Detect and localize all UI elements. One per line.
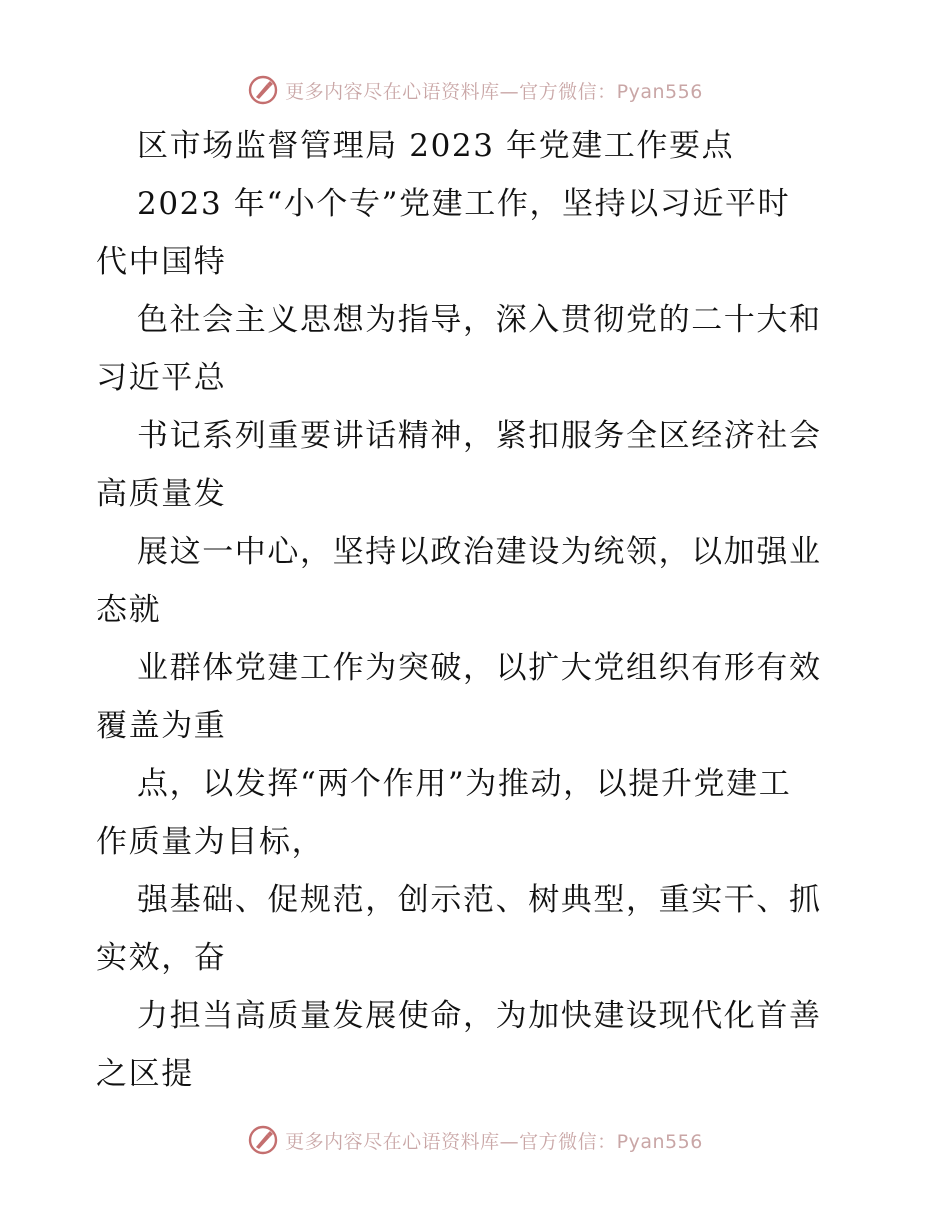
pen-seal-icon: [247, 1124, 279, 1156]
watermark-text: 更多内容尽在心语资料库—官方微信：Pyan556: [285, 80, 703, 103]
paragraph-line: 2023 年“小个专”党建工作，坚持以习近平时: [137, 186, 791, 222]
paragraph-line: 实效，奋: [96, 940, 227, 976]
pen-seal-icon: [247, 74, 279, 106]
paragraph-line: 书记系列重要讲话精神，紧扣服务全区经济社会: [137, 418, 822, 454]
paragraph-line: 强基础、促规范，创示范、树典型，重实干、抓: [137, 882, 822, 918]
paragraph-line: 习近平总: [96, 360, 227, 396]
paragraph-line: 之区提: [96, 1056, 194, 1092]
paragraph-line: 态就: [96, 592, 162, 628]
paragraph-line: 代中国特: [96, 244, 227, 280]
watermark-text: 更多内容尽在心语资料库—官方微信：Pyan556: [285, 1130, 703, 1153]
paragraph-line: 点，以发挥“两个作用”为推动，以提升党建工: [137, 766, 792, 802]
paragraph-line: 色社会主义思想为指导，深入贯彻党的二十大和: [137, 302, 822, 338]
document-title: 区市场监督管理局 2023 年党建工作要点: [137, 128, 735, 164]
paragraph-line: 展这一中心，坚持以政治建设为统领，以加强业: [137, 534, 822, 570]
header-watermark: [0, 70, 950, 110]
footer-watermark: [0, 1120, 950, 1160]
paragraph-line: 业群体党建工作为突破，以扩大党组织有形有效: [137, 650, 822, 686]
paragraph-line: 力担当高质量发展使命，为加快建设现代化首善: [137, 998, 822, 1034]
paragraph-line: 作质量为目标，: [96, 824, 325, 860]
document-body: [0, 118, 950, 1108]
paragraph-line: 覆盖为重: [96, 708, 227, 744]
paragraph-line: 高质量发: [96, 476, 227, 512]
